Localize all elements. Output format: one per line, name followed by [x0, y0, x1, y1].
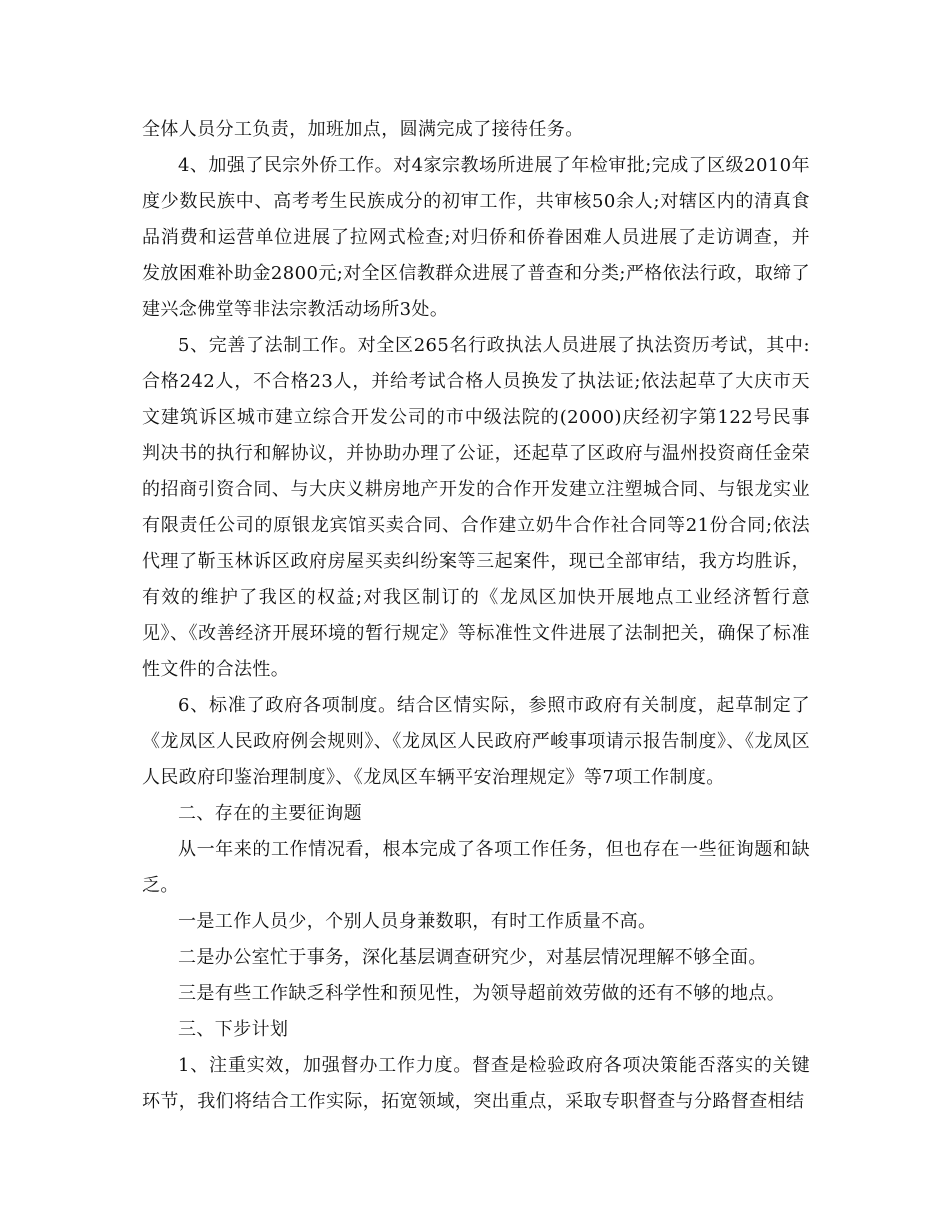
- paragraph-legal-work: 5、完善了法制工作。对全区265名行政执法人员进展了执法资历考试，其中:合格242人，不合格23人，并给考试合格人员换发了执法证;依法起草了大庆市天文建筑诉区城市建立综合开发公司的市中级法院的(2000)庆经初字第122号民事判决书的执行和解协议，并协助办理了公证，还起草了区政府与温州投资商任金荣的招商引资合同、与大庆义耕房地产开发的合作开发建立注塑城合同、与银龙实业有限责任公司的原银龙宾馆买卖合同、合作建立奶牛合作社合同等21份合同;依法代理了靳玉林诉区政府房屋买卖纠纷案等三起案件，现已全部审结，我方均胜诉，有效的维护了我区的权益;对我区制订的《龙凤区加快开展地点工业经济暂行意见》、《改善经济开展环境的暂行规定》等标准性文件进展了法制把关，确保了标准性文件的合法性。: [142, 335, 810, 680]
- paragraph-problem-1: 一是工作人员少，个别人员身兼数职，有时工作质量不高。: [178, 911, 657, 932]
- paragraph-ethnic-religious-affairs: 4、加强了民宗外侨工作。对4家宗教场所进展了年检审批;完成了区级2010年度少数民族中、高考考生民族成分的初审工作，共审核50余人;对辖区内的清真食品消费和运营单位进展了拉网式检查;对归侨和侨眷困难人员进展了走访调查，并发放困难补助金2800元;对全区信教群众进展了普查和分类;严格依法行政，取缔了建兴念佛堂等非法宗教活动场所3处。: [142, 155, 810, 320]
- paragraph-government-systems: 6、标准了政府各项制度。结合区情实际，参照市政府有关制度，起草制定了《龙凤区人民政府例会规则》、《龙凤区人民政府严峻事项请示报告制度》、《龙凤区人民政府印鉴治理制度》、《龙凤区车辆平安治理规定》等7项工作制度。: [142, 695, 810, 788]
- paragraph-continuation: 全体人员分工负责，加班加点，圆满完成了接待任务。: [142, 119, 584, 140]
- document-body: [142, 112, 810, 1120]
- section-heading-next-steps: 三、下步计划: [178, 1019, 289, 1040]
- paragraph-problem-3: 三是有些工作缺乏科学性和预见性，为领导超前效劳做的还有不够的地点。: [178, 983, 786, 1004]
- paragraph-next-step-1: 1、注重实效，加强督办工作力度。督查是检验政府各项决策能否落实的关键环节，我们将结合工作实际，拓宽领域，突出重点，采取专职督查与分路督查相结: [142, 1055, 810, 1112]
- section-heading-problems: 二、存在的主要征询题: [178, 803, 362, 824]
- paragraph-problem-2: 二是办公室忙于事务，深化基层调查研究少，对基层情况理解不够全面。: [178, 947, 767, 968]
- paragraph-problems-intro: 从一年来的工作情况看，根本完成了各项工作任务，但也存在一些征询题和缺乏。: [142, 839, 810, 896]
